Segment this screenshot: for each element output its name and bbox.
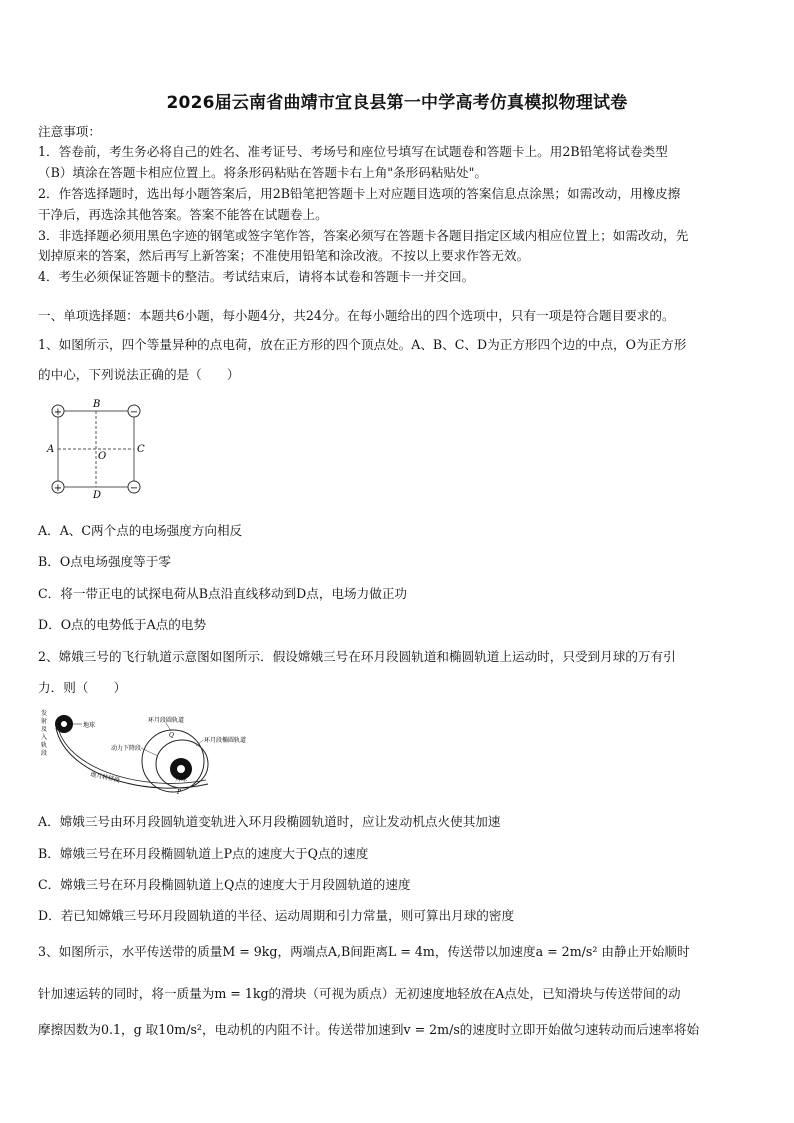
q1-stem-line2: 的中心，下列说法正确的是（ ） bbox=[38, 367, 240, 382]
circular-orbit bbox=[142, 730, 204, 792]
descent-label: 动力下降段 bbox=[111, 745, 142, 752]
q1-option-b: B．O点电场强度等于零 bbox=[38, 554, 171, 569]
q2-orbit-figure bbox=[38, 706, 278, 798]
svg-text:+: + bbox=[53, 483, 63, 494]
q2-option-a: A．嫦娥三号由环月段圆轨道变轨进入环月段椭圆轨道时，应让发动机点火使其加速 bbox=[38, 814, 501, 829]
q1-option-c: C．将一带正电的试探电荷从B点沿直线移动到D点，电场力做正功 bbox=[38, 586, 408, 601]
earth-label: 地球 bbox=[83, 722, 96, 729]
circular-orbit-label: 环月段圆轨道 bbox=[148, 717, 185, 724]
q3-stem-line2: 针加速运转的同时，将一质量为m = 1kg的滑块（可视为质点）无初速度地轻放在A点处，已知滑块与传送带间的动 bbox=[38, 986, 681, 1001]
moon-label: 月球 bbox=[175, 776, 188, 783]
q2-option-d: D．若已知嫦娥三号环月段圆轨道的半径、运动周期和引力常量，则可算出月球的密度 bbox=[38, 908, 515, 923]
note-line: 3．非选择题必须用黑色字迹的钢笔或签字笔作答，答案必须写在答题卡各题目指定区域内相应位置上；如需改动，先 bbox=[38, 228, 689, 243]
q2-stem-line1: 2、嫦娥三号的飞行轨道示意图如图所示．假设嫦娥三号在环月段圆轨道和椭圆轨道上运动时，只受到月球的万有引 bbox=[38, 649, 676, 664]
note-line: 干净后，再选涂其他答案。答案不能答在试题卷上。 bbox=[38, 207, 328, 222]
svg-text:及: 及 bbox=[41, 726, 48, 733]
label-O: O bbox=[98, 451, 107, 462]
q2-option-b: B．嫦娥三号在环月段椭圆轨道上P点的速度大于Q点的速度 bbox=[38, 846, 369, 861]
notes-heading: 注意事项： bbox=[38, 124, 101, 139]
orbit-point-p: P bbox=[177, 789, 182, 796]
q3-stem-line1: 3、如图所示，水平传送带的质量M = 9kg，两端点A,B间距离L = 4m，传送带以加速度a = 2m/s² 由静止开始顺时 bbox=[38, 944, 690, 959]
note-line: 划掉原来的答案，然后再写上新答案；不准使用铅笔和涂改液。不按以上要求作答无效。 bbox=[38, 248, 530, 263]
q2-option-c: C．嫦娥三号在环月段椭圆轨道上Q点的速度大于月段圆轨道的速度 bbox=[38, 877, 411, 892]
positive-charge-bottom-left bbox=[52, 481, 64, 494]
transfer-label: 地月转移段 bbox=[89, 771, 121, 785]
negative-charge-top-right bbox=[128, 405, 140, 418]
positive-charge-top-left bbox=[52, 405, 64, 418]
svg-text:轨: 轨 bbox=[41, 742, 48, 749]
q2-stem-line2: 力．则（ ） bbox=[38, 680, 127, 695]
q1-option-d: D．O点的电势低于A点的电势 bbox=[38, 617, 207, 632]
q1-charge-square-figure bbox=[44, 397, 154, 501]
q1-option-a: A．A、C两个点的电场强度方向相反 bbox=[38, 523, 243, 538]
svg-text:入: 入 bbox=[41, 734, 48, 741]
launch-label bbox=[41, 709, 47, 757]
q3-stem-line3: 摩擦因数为0.1，g 取10m/s²，电动机的内阻不计。传送带加速到v = 2m/s的速度时立即开始做匀速转动而后速率将始 bbox=[38, 1022, 700, 1037]
label-C: C bbox=[137, 444, 145, 455]
page-title: 2026届云南省曲靖市宜良县第一中学高考仿真模拟物理试卷 bbox=[166, 93, 628, 113]
svg-text:射: 射 bbox=[41, 718, 48, 725]
note-line: 1．答卷前，考生务必将自己的姓名、准考证号、考场号和座位号填写在试题卷和答题卡上。用2B铅笔将试卷类型 bbox=[38, 144, 668, 159]
earth-icon bbox=[55, 715, 73, 733]
negative-charge-bottom-right bbox=[128, 481, 140, 494]
svg-text:−: − bbox=[129, 407, 139, 418]
label-D: D bbox=[93, 490, 102, 501]
q1-stem-line1: 1、如图所示，四个等量异种的点电荷，放在正方形的四个顶点处。A、B、C、D为正方形四个边的中点，O为正方形 bbox=[38, 337, 687, 352]
label-B: B bbox=[93, 399, 101, 410]
svg-text:段: 段 bbox=[41, 750, 48, 757]
svg-text:+: + bbox=[53, 407, 63, 418]
elliptical-orbit-label: 环月段椭圆轨道 bbox=[204, 737, 247, 744]
svg-text:发: 发 bbox=[41, 710, 48, 717]
label-A: A bbox=[47, 444, 55, 455]
note-line: （B）填涂在答题卡相应位置上。将条形码粘贴在答题卡右上角"条形码粘贴处"。 bbox=[38, 165, 488, 180]
section-heading: 一、单项选择题：本题共6小题，每小题4分，共24分。在每小题给出的四个选项中，只有一项是符合题目要求的。 bbox=[38, 308, 675, 323]
note-line: 2．作答选择题时，选出每小题答案后，用2B铅笔把答题卡上对应题目选项的答案信息点涂黑；如需改动，用橡皮擦 bbox=[38, 186, 681, 201]
note-line: 4．考生必须保证答题卡的整洁。考试结束后，请将本试卷和答题卡一并交回。 bbox=[38, 269, 475, 284]
svg-text:−: − bbox=[129, 483, 139, 494]
orbit-point-q: Q bbox=[169, 732, 174, 739]
